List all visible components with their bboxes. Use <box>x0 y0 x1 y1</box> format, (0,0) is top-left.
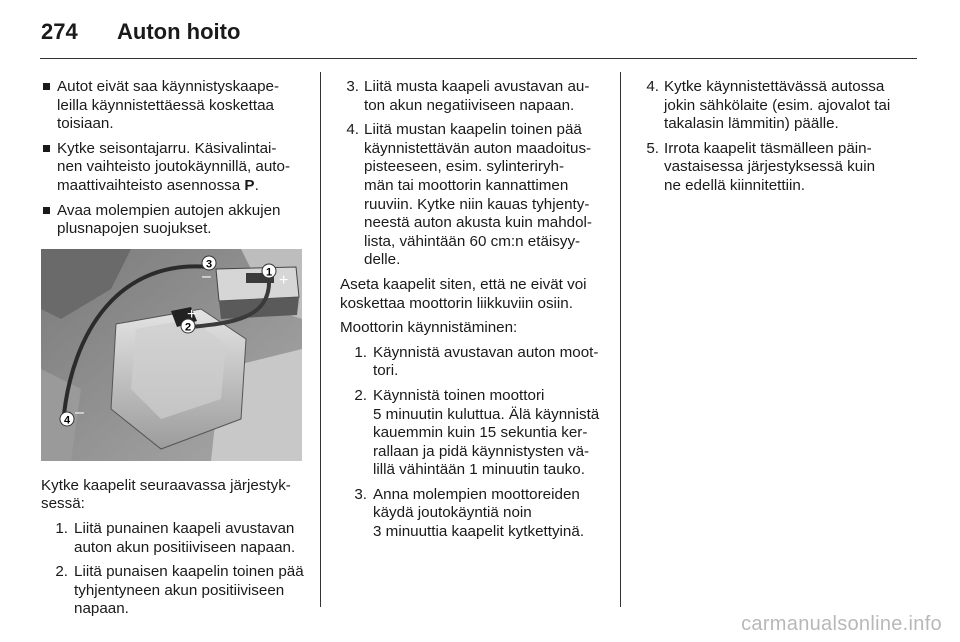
numbered-step: 2. Käynnistä toinen moottori 5 minuutin kuluttua. Älä käynnistä kauemmin kuin 15 sekuntia ker- rallaan ja pidä käynnistysten vä- lillä vähintään 1 minuutin tauko. <box>354 386 600 479</box>
header-rule <box>40 58 917 59</box>
column-3 <box>640 78 920 202</box>
numbered-step: 5. Irrota kaapelit täsmälleen päin- vastaisessa järjestyksessä kuin ne edellä kiinnitettiin. <box>646 139 876 194</box>
svg-text:+: + <box>279 271 289 289</box>
page-title: Auton hoito <box>117 19 241 44</box>
bullet-item: Autot eivät saa käynnistyskaape- leilla käynnistettäessä koskettaa toisiaan. <box>41 78 311 134</box>
numbered-step: 4. Liitä mustan kaapelin toinen pää käynnistettävän auton maadoitus- pisteeseen, esim. sylinteriryh- män tai moottorin kannattimen ruuviin. Kytke niin kauas tyhjenty- neestä auton akusta kuin mahdol- lista, vähintään 60 cm:n etäisyy- delle. <box>346 121 592 269</box>
page-number: 274 <box>41 19 78 44</box>
numbered-step: 1. Liitä punainen kaapeli avustavan auton akun positiiviseen napaan. <box>55 519 296 556</box>
numbered-step: 3. Anna molempien moottoreiden käydä joutokäyntiä noin 3 minuuttia kaapelit kytkettyinä. <box>354 485 585 541</box>
bullet-square-icon <box>43 83 50 90</box>
column-divider-1 <box>320 72 321 607</box>
column-2 <box>340 78 615 548</box>
numbered-step: 2. Liitä punaisen kaapelin toinen pää tyhjentyneen akun positiiviseen napaan. <box>55 563 304 618</box>
bullet-square-icon <box>43 145 50 152</box>
column-divider-2 <box>620 72 621 607</box>
numbered-step: 3. Liitä musta kaapeli avustavan au- ton akun negatiiviseen napaan. <box>346 78 590 114</box>
svg-text:1: 1 <box>265 266 273 279</box>
gear-position-p: P <box>244 176 255 194</box>
jump-start-diagram <box>41 249 302 461</box>
bullet-square-icon <box>43 207 50 214</box>
page-header <box>41 16 240 48</box>
bullet-item: Avaa molempien autojen akkujen plusnapojen suojukset. <box>41 202 311 239</box>
watermark: carmanualsonline.info <box>741 613 942 635</box>
engine-bay-illustration <box>41 249 302 461</box>
column-1 <box>41 78 311 625</box>
svg-text:+: + <box>187 305 197 323</box>
paragraph: Moottorin käynnistäminen: <box>340 319 518 337</box>
svg-text:2: 2 <box>184 321 192 334</box>
bullet-item: Kytke seisontajarru. Käsivalintai- nen vaihteisto joutokäynnillä, auto- maattivaihteisto asennossa P. <box>41 140 311 196</box>
numbered-step: 4. Kytke käynnistettävässä autossa jokin sähkölaite (esim. ajovalot tai takalasin lämmitin) päälle. <box>646 78 891 133</box>
paragraph: Aseta kaapelit siten, että ne eivät voi koskettaa moottorin liikkuviin osiin. <box>340 275 587 312</box>
svg-text:4: 4 <box>63 414 71 427</box>
paragraph: Kytke kaapelit seuraavassa järjestyk- sessä: <box>41 476 291 513</box>
numbered-step: 1. Käynnistä avustavan auton moot- tori. <box>354 343 599 380</box>
svg-text:–: – <box>75 403 84 421</box>
svg-text:–: – <box>202 267 211 285</box>
svg-text:3: 3 <box>205 258 213 271</box>
